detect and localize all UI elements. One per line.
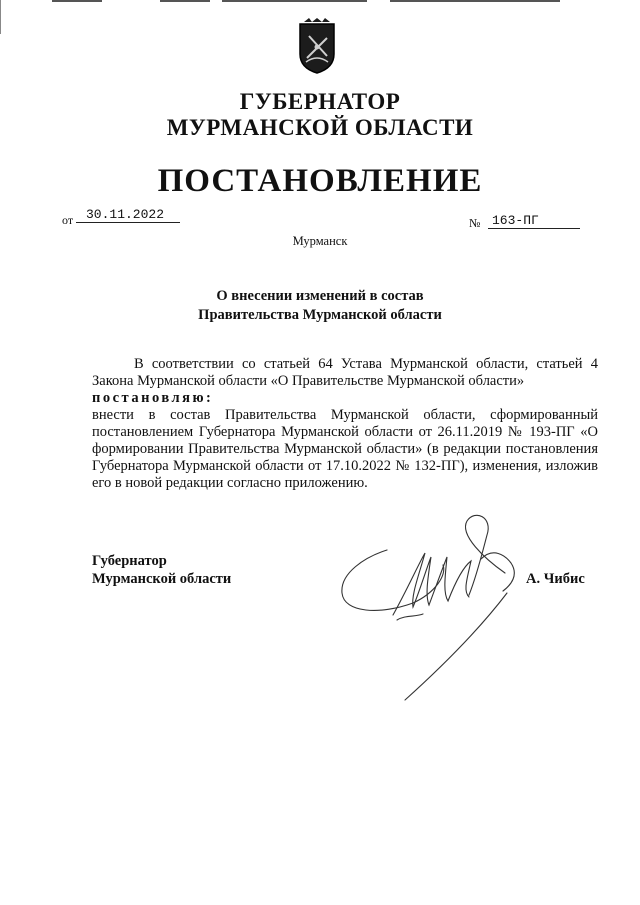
handwritten-signature	[335, 495, 540, 705]
resolve-paragraph	[92, 390, 598, 407]
signer-name: А. Чибис	[526, 571, 585, 587]
number-prefix: №	[469, 216, 481, 230]
preamble-text: В соответствии со статьей 64 Устава Мурманской области, статьей 4 Закона Мурманской области «О Правительстве Мурманской области»	[92, 356, 598, 389]
resolve-word: постановляю:	[92, 390, 214, 406]
resolution-paragraph: внести в состав Правительства Мурманской области, сформированный постановлением Губернатора Мурманской области от 26.11.2019 № 193-ПГ «О формировании Правительства Мурманской области» (в редакции постановления Губернатора Мурманской области от 17.10.2022 № 132-ПГ), изменения, изложив его в новой редакции согласно приложению.	[92, 407, 598, 491]
scan-edge-line	[160, 0, 210, 2]
coat-of-arms-icon	[296, 18, 338, 74]
scan-edge-line	[52, 0, 102, 2]
preamble-paragraph	[92, 356, 598, 390]
scan-edge-line	[222, 0, 367, 2]
date-prefix: от	[62, 213, 74, 227]
subject-line1: О внесении изменений в состав	[216, 288, 424, 304]
signer-title-line1: Губернатор	[92, 553, 167, 569]
subject-line2: Правительства Мурманской области	[198, 307, 442, 323]
document-type-title: ПОСТАНОВЛЕНИЕ	[157, 163, 483, 199]
document-number: 163-ПГ	[488, 213, 580, 229]
city-name: Мурманск	[292, 234, 348, 248]
signer-title-line2: Мурманской области	[92, 571, 232, 587]
org-name-line1: ГУБЕРНАТОР	[239, 89, 401, 114]
scan-margin-mark	[0, 0, 1, 34]
scan-edge-line	[390, 0, 560, 2]
document-date: 30.11.2022	[76, 207, 180, 223]
org-name-line2: МУРМАНСКОЙ ОБЛАСТИ	[166, 115, 474, 140]
